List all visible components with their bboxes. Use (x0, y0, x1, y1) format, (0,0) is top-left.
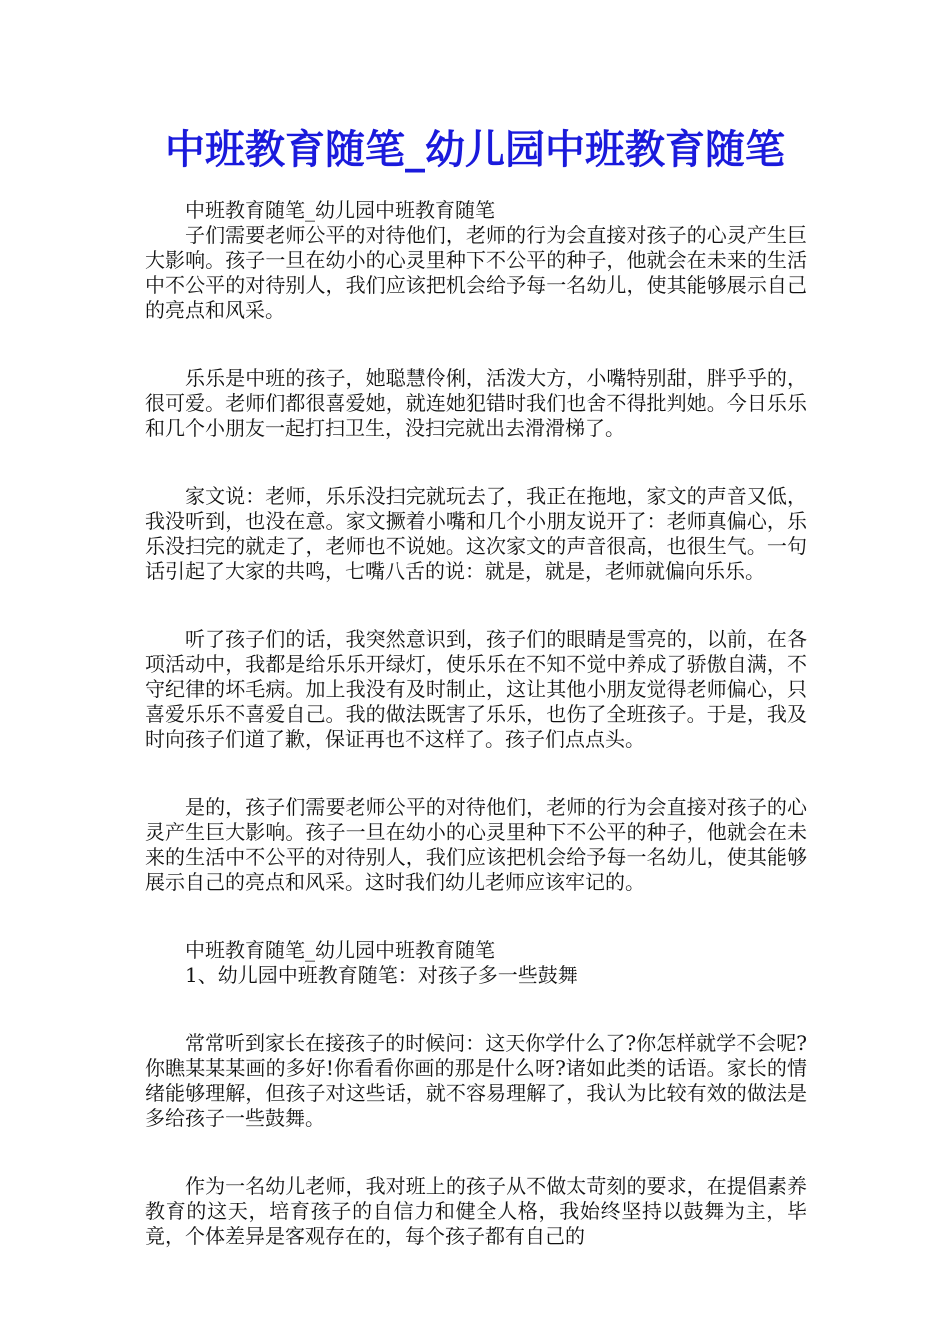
paragraph-heading-repeat: 中班教育随笔_幼儿园中班教育随笔 (185, 198, 495, 222)
paragraph: 是的，孩子们需要老师公平的对待他们，老师的行为会直接对孩子的心灵产生巨大影响。孩子一旦在幼小的心灵里种下不公平的种子，他就会在未来的生活中不公平的对待别人，我们应该把机会给予每一名幼儿，使其能够展示自己的亮点和风采。这时我们幼儿老师应该牢记的。 (145, 795, 807, 894)
paragraph-spacer (145, 988, 807, 1031)
paragraph-spacer (145, 441, 807, 484)
paragraph: 子们需要老师公平的对待他们，老师的行为会直接对孩子的心灵产生巨大影响。孩子一旦在幼小的心灵里种下不公平的种子，他就会在未来的生活中不公平的对待别人，我们应该把机会给予每一名幼儿，使其能够展示自己的亮点和风采。 (145, 223, 807, 322)
paragraph: 作为一名幼儿老师，我对班上的孩子从不做太苛刻的要求，在提倡素养教育的这天，培育孩子的自信力和健全人格，我始终坚持以鼓舞为主，毕竟，个体差异是客观存在的，每个孩子都有自己的 (145, 1174, 807, 1248)
paragraph-heading-repeat: 中班教育随笔_幼儿园中班教育随笔 (185, 938, 495, 962)
paragraph: 乐乐是中班的孩子，她聪慧伶俐，活泼大方，小嘴特别甜，胖乎乎的，很可爱。老师们都很喜爱她，就连她犯错时我们也舍不得批判她。今日乐乐和几个小朋友一起打扫卫生，没扫完就出去滑滑梯了。 (145, 366, 807, 440)
paragraph: 常常听到家长在接孩子的时候问：这天你学什么了?你怎样就学不会呢?你瞧某某某画的多好!你看看你画的那是什么呀?诸如此类的话语。家长的情绪能够理解，但孩子对这些话，就不容易理解了，我认为比较有效的做法是多给孩子一些鼓舞。 (145, 1031, 807, 1130)
paragraph: 家文说：老师，乐乐没扫完就玩去了，我正在拖地，家文的声音又低，我没听到，也没在意。家文撅着小嘴和几个小朋友说开了：老师真偏心，乐乐没扫完的就走了，老师也不说她。这次家文的声音很高，也很生气。一句话引起了大家的共鸣，七嘴八舌的说：就是，就是，老师就偏向乐乐。 (145, 484, 807, 583)
section-heading: 1、幼儿园中班教育随笔：对孩子多一些鼓舞 (185, 963, 578, 987)
document-body (145, 198, 807, 1249)
document-title: 中班教育随笔_幼儿园中班教育随笔 (165, 126, 785, 173)
paragraph: 听了孩子们的话，我突然意识到，孩子们的眼睛是雪亮的，以前，在各项活动中，我都是给乐乐开绿灯，使乐乐在不知不觉中养成了骄傲自满，不守纪律的坏毛病。加上我没有及时制止，这让其他小朋友觉得老师偏心，只喜爱乐乐不喜爱自己。我的做法既害了乐乐，也伤了全班孩子。于是，我及时向孩子们道了歉，保证再也不这样了。孩子们点点头。 (145, 627, 807, 751)
paragraph-spacer (145, 895, 807, 938)
paragraph-spacer (145, 1131, 807, 1174)
paragraph-spacer (145, 584, 807, 627)
paragraph-spacer (145, 752, 807, 795)
paragraph-spacer (145, 323, 807, 366)
